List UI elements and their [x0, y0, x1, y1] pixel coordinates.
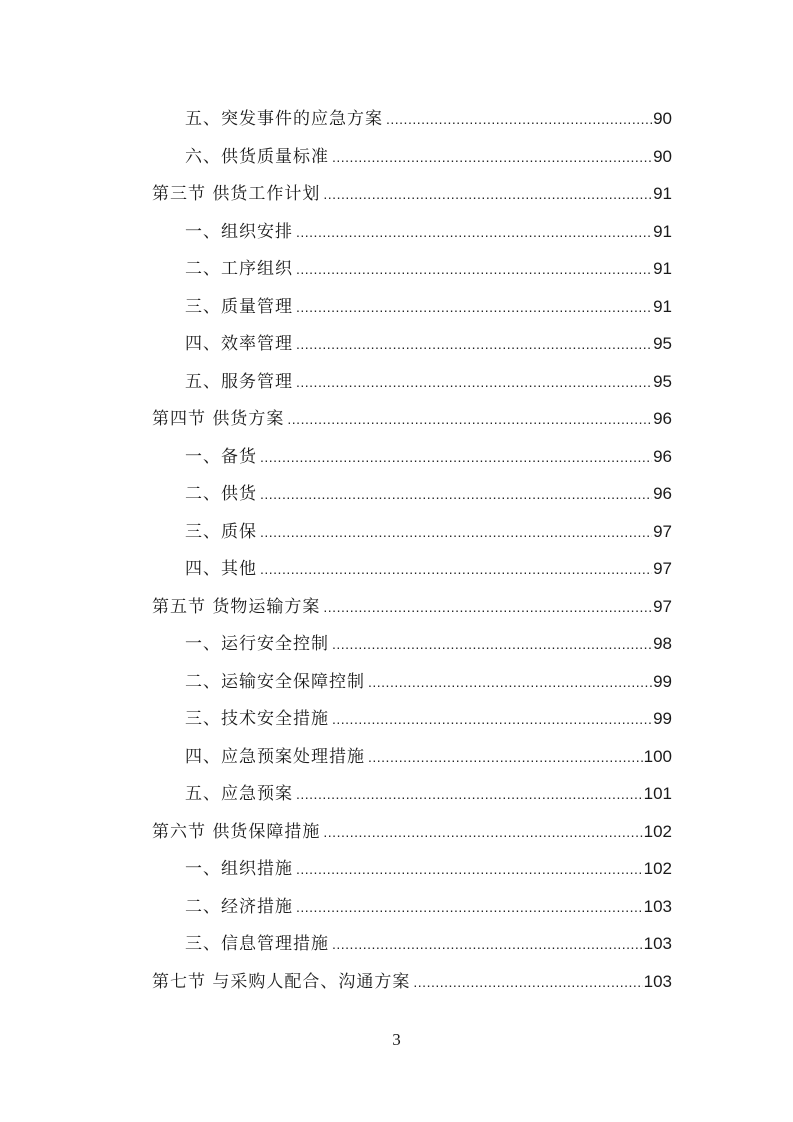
- toc-entry[interactable]: [185, 290, 672, 324]
- dot-leader: [323, 177, 652, 211]
- toc-entry-title: 一、运行安全控制: [185, 634, 329, 654]
- dot-leader: [332, 702, 652, 736]
- toc-entry-title: 二、供货: [185, 484, 257, 504]
- toc-entry-title: 五、服务管理: [185, 371, 293, 392]
- toc-entry-page: 96: [653, 446, 672, 466]
- toc-entry[interactable]: [185, 740, 672, 774]
- toc-entry-title: 五、应急预案: [185, 784, 293, 804]
- toc-entry[interactable]: [185, 327, 672, 361]
- toc-section-entry[interactable]: [152, 402, 672, 436]
- dot-leader: [368, 665, 652, 699]
- toc-section-entry[interactable]: [152, 590, 672, 624]
- toc-entry-title: 第七节 与采购人配合、沟通方案: [152, 971, 411, 992]
- dot-leader: [296, 327, 652, 361]
- dot-leader: [323, 815, 642, 849]
- toc-entry-title: 第六节 供货保障措施: [152, 821, 321, 842]
- toc-entry-page: 102: [643, 821, 672, 841]
- dot-leader: [386, 102, 652, 136]
- toc-entry-title: 二、经济措施: [185, 896, 293, 917]
- toc-entry-page: 103: [643, 934, 672, 953]
- toc-entry-page: 91: [653, 259, 672, 278]
- toc-entry[interactable]: [185, 215, 672, 249]
- dot-leader: [296, 777, 643, 811]
- toc-entry-title: 四、其他: [185, 559, 257, 579]
- dot-leader: [296, 852, 643, 886]
- toc-entry-page: 96: [653, 484, 672, 503]
- toc-entry[interactable]: [185, 627, 672, 661]
- toc-entry[interactable]: [185, 665, 672, 699]
- dot-leader: [296, 215, 652, 249]
- toc-entry-title: 四、应急预案处理措施: [185, 746, 365, 767]
- toc-entry-page: 101: [643, 784, 672, 803]
- toc-entry-title: 第三节 供货工作计划: [152, 184, 321, 204]
- dot-leader: [332, 927, 643, 961]
- toc-entry[interactable]: [185, 552, 672, 586]
- toc-entry[interactable]: [185, 852, 672, 886]
- toc-section-entry[interactable]: [152, 177, 672, 211]
- toc-entry[interactable]: [185, 477, 672, 511]
- toc-entry[interactable]: [185, 702, 672, 736]
- toc-entry-page: 95: [653, 371, 672, 391]
- toc-entry-page: 103: [643, 971, 672, 991]
- dot-leader: [368, 740, 643, 774]
- toc-entry-page: 91: [653, 184, 672, 203]
- dot-leader: [296, 290, 652, 324]
- dot-leader: [332, 140, 652, 174]
- toc-entry[interactable]: [185, 252, 672, 286]
- dot-leader: [287, 402, 652, 436]
- toc-entry-title: 四、效率管理: [185, 334, 293, 354]
- toc-entry-title: 三、质保: [185, 521, 257, 542]
- toc-entry-page: 91: [653, 296, 672, 316]
- dot-leader: [296, 252, 652, 286]
- toc-entry[interactable]: [185, 890, 672, 924]
- toc-entry-page: 97: [653, 596, 672, 616]
- dot-leader: [260, 440, 652, 474]
- toc-entry[interactable]: [185, 102, 672, 136]
- toc-entry-page: 91: [653, 221, 672, 241]
- toc-entry-page: 99: [653, 671, 672, 691]
- toc-entry[interactable]: [185, 440, 672, 474]
- toc-entry-title: 三、质量管理: [185, 296, 293, 317]
- toc-section-entry[interactable]: [152, 815, 672, 849]
- toc-entry[interactable]: [185, 515, 672, 549]
- toc-entry-title: 一、备货: [185, 446, 257, 467]
- toc-entry[interactable]: [185, 365, 672, 399]
- toc-entry-title: 五、突发事件的应急方案: [185, 109, 383, 129]
- toc-entry-page: 97: [653, 521, 672, 541]
- dot-leader: [323, 590, 652, 624]
- toc-entry-page: 100: [643, 746, 672, 766]
- toc-entry-page: 103: [643, 896, 672, 916]
- toc-entry-page: 96: [653, 409, 672, 428]
- page-number: 3: [392, 1030, 401, 1049]
- dot-leader: [413, 965, 642, 999]
- toc-entry-title: 二、运输安全保障控制: [185, 671, 365, 692]
- dot-leader: [260, 515, 652, 549]
- dot-leader: [296, 890, 643, 924]
- toc-entry-page: 90: [653, 146, 672, 166]
- toc-entry[interactable]: [185, 777, 672, 811]
- dot-leader: [260, 477, 652, 511]
- toc-entry-title: 一、组织措施: [185, 859, 293, 879]
- toc-entry-title: 一、组织安排: [185, 221, 293, 242]
- toc-entry-title: 三、信息管理措施: [185, 934, 329, 954]
- toc-entry-page: 98: [653, 634, 672, 653]
- toc-entry-title: 第四节 供货方案: [152, 409, 285, 429]
- toc-entry-title: 六、供货质量标准: [185, 146, 329, 167]
- toc-entry-title: 第五节 货物运输方案: [152, 596, 321, 617]
- toc-entry[interactable]: [185, 140, 672, 174]
- toc-entry-page: 102: [643, 859, 672, 878]
- toc-entry-page: 97: [653, 559, 672, 578]
- toc-entry-title: 二、工序组织: [185, 259, 293, 279]
- dot-leader: [260, 552, 652, 586]
- toc-entry-page: 90: [653, 109, 672, 128]
- dot-leader: [296, 365, 652, 399]
- toc-entry[interactable]: [185, 927, 672, 961]
- toc-entry-page: 99: [653, 709, 672, 728]
- toc-entry-title: 三、技术安全措施: [185, 709, 329, 729]
- toc-section-entry[interactable]: [152, 965, 672, 999]
- dot-leader: [332, 627, 652, 661]
- toc-entry-page: 95: [653, 334, 672, 353]
